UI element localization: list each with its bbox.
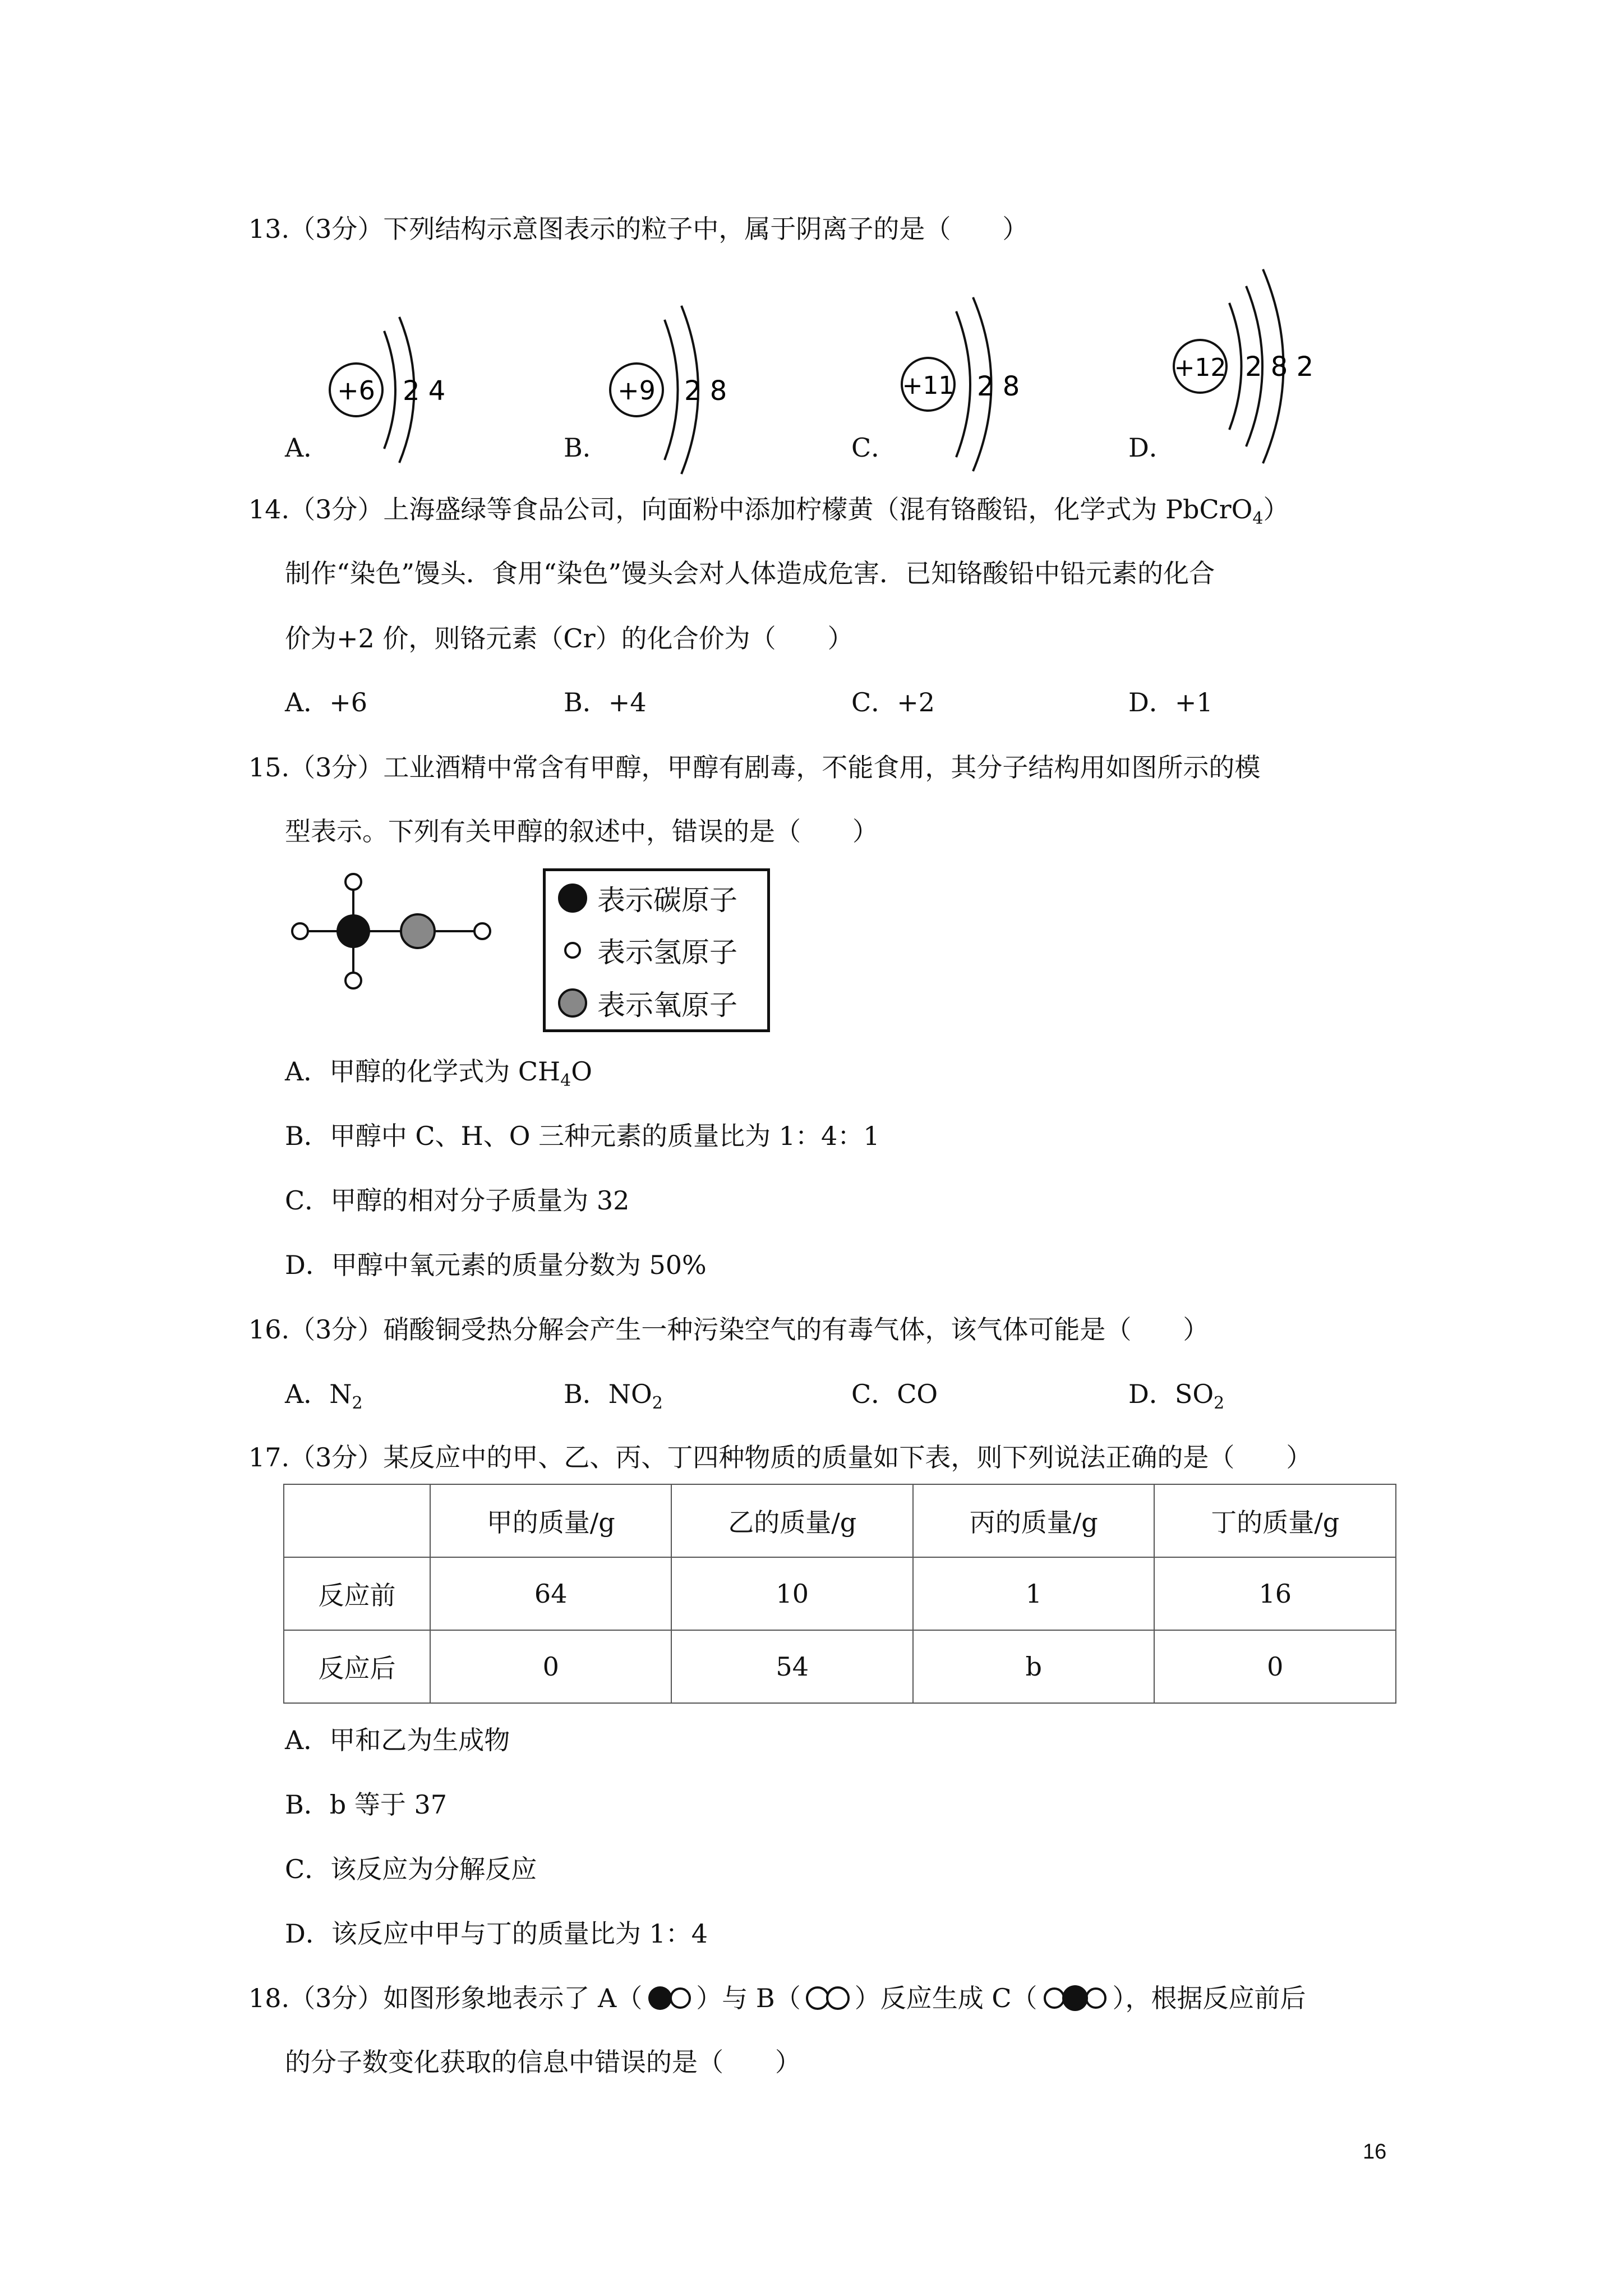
q13-atom-b <box>610 306 727 474</box>
molecule-c-icon <box>1039 1984 1112 2012</box>
q13-c-shells: 2 8 <box>977 371 1020 402</box>
methanol-molecule-model <box>283 869 508 1004</box>
q13-b-nucleus: +9 <box>617 375 656 406</box>
q16-option-c: C．CO <box>851 1379 938 1409</box>
q13-d-nucleus: +12 <box>1174 353 1227 382</box>
molecule-a-icon <box>643 1984 695 2012</box>
table-cell: b <box>913 1630 1155 1703</box>
q16-option-d: D．$SO_2$ <box>1128 1379 1225 1413</box>
q15-option-a: A．甲醇的化学式为 $CH_4O$ <box>285 1056 592 1091</box>
q13-option-a-label: A． <box>285 432 330 463</box>
q15-option-b: B．甲醇中 C、H、O 三种元素的质量比为 1：4：1 <box>285 1121 880 1151</box>
q18-stem-line2: 的分子数变化获取的信息中错误的是（ ） <box>285 2047 801 2077</box>
q14-option-d: D．+1 <box>1128 687 1213 717</box>
table-cell: 1 <box>913 1557 1155 1630</box>
table-header-cell: 甲的质量/g <box>430 1484 672 1557</box>
q13-option-c-label: C． <box>851 432 897 463</box>
q13-structure-diagrams <box>269 264 1391 477</box>
table-header-row <box>284 1484 1396 1557</box>
q15-option-c: C．甲醇的相对分子质量为 32 <box>285 1185 630 1216</box>
q13-a-nucleus: +6 <box>337 375 375 406</box>
table-cell: 64 <box>430 1557 672 1630</box>
q14-stem-line2: 制作“染色”馒头．食用“染色”馒头会对人体造成危害．已知铬酸铅中铅元素的化合 <box>285 558 1215 588</box>
q13-atom-d <box>1174 269 1313 463</box>
q15-stem-line1: 15.（3分）工业酒精中常含有甲醇，甲醇有剧毒，不能食用，其分子结构用如图所示的模 <box>248 752 1261 783</box>
q17-option-a: A．甲和乙为生成物 <box>285 1725 510 1755</box>
q17-stem: 17.（3分）某反应中的甲、乙、丙、丁四种物质的质量如下表，则下列说法正确的是（ ） <box>248 1442 1312 1473</box>
hydrogen-atom-left <box>292 923 308 939</box>
q13-atom-a <box>330 317 445 463</box>
q16-option-b: B．$NO_2$ <box>564 1379 663 1413</box>
q13-b-shells: 2 8 <box>684 375 727 407</box>
page-number: 16 <box>1363 2140 1387 2164</box>
q17-mass-table <box>283 1484 1396 1704</box>
table-cell: 10 <box>671 1557 913 1630</box>
legend-carbon: 表示碳原子 <box>546 873 737 923</box>
q13-option-b-label: B． <box>564 432 608 463</box>
molecule-b-icon <box>802 1984 854 2012</box>
table-row <box>284 1557 1396 1630</box>
q14-option-a: A．+6 <box>285 687 368 717</box>
q14-stem-line3: 价为+2 价，则铬元素（Cr）的化合价为（ ） <box>285 623 854 654</box>
q13-option-d-label: D． <box>1128 432 1175 463</box>
table-cell: 0 <box>430 1630 672 1703</box>
table-cell: 0 <box>1154 1630 1396 1703</box>
q13-stem: 13.（3分）下列结构示意图表示的粒子中，属于阴离子的是（ ） <box>248 214 1029 244</box>
table-header-cell: 丙的质量/g <box>913 1484 1155 1557</box>
table-cell: 反应后 <box>284 1630 430 1703</box>
q13-atom-c <box>902 297 1020 471</box>
q18-stem-line1: 18.（3分）如图形象地表示了 A（ ）与 B（ ）反应生成 C（ ），根据反应前后 <box>248 1983 1306 2013</box>
legend-oxygen: 表示氧原子 <box>546 978 737 1028</box>
q16-option-a: A．$N_2$ <box>285 1379 363 1413</box>
q15-option-d: D．甲醇中氧元素的质量分数为 50% <box>285 1250 707 1280</box>
q13-d-shells: 2 8 2 <box>1245 351 1314 383</box>
table-cell: 反应前 <box>284 1557 430 1630</box>
q13-c-nucleus: +11 <box>902 371 955 400</box>
q13-a-shells: 2 4 <box>403 375 446 407</box>
molecule-legend <box>543 868 770 1032</box>
q15-stem-line2: 型表示。下列有关甲醇的叙述中，错误的是（ ） <box>285 816 878 846</box>
q14-stem-line1: 14.（3分）上海盛绿等食品公司，向面粉中添加柠檬黄（混有铬酸铅，化学式为 PbCrO$_4$） <box>248 494 1289 528</box>
hydrogen-atom-right <box>474 923 490 939</box>
q14-option-c: C．+2 <box>851 687 935 717</box>
table-header-cell: 丁的质量/g <box>1154 1484 1396 1557</box>
q14-option-b: B．+4 <box>564 687 647 717</box>
table-cell: 54 <box>671 1630 913 1703</box>
table-row <box>284 1630 1396 1703</box>
carbon-atom <box>336 914 370 948</box>
hydrogen-atom-bottom <box>345 973 361 988</box>
oxygen-atom <box>401 914 435 948</box>
q16-stem: 16.（3分）硝酸铜受热分解会产生一种污染空气的有毒气体，该气体可能是（ ） <box>248 1314 1209 1345</box>
hydrogen-atom-top <box>345 874 361 890</box>
q17-option-b: B．b 等于 37 <box>285 1789 448 1820</box>
q17-option-d: D．该反应中甲与丁的质量比为 1：4 <box>285 1918 708 1949</box>
table-header-cell <box>284 1484 430 1557</box>
oxygen-dot-icon <box>558 988 587 1018</box>
table-header-cell: 乙的质量/g <box>671 1484 913 1557</box>
carbon-dot-icon <box>558 884 587 913</box>
q17-option-c: C．该反应为分解反应 <box>285 1854 537 1884</box>
legend-hydrogen: 表示氢原子 <box>546 925 737 976</box>
table-cell: 16 <box>1154 1557 1396 1630</box>
hydrogen-dot-icon <box>564 942 581 959</box>
